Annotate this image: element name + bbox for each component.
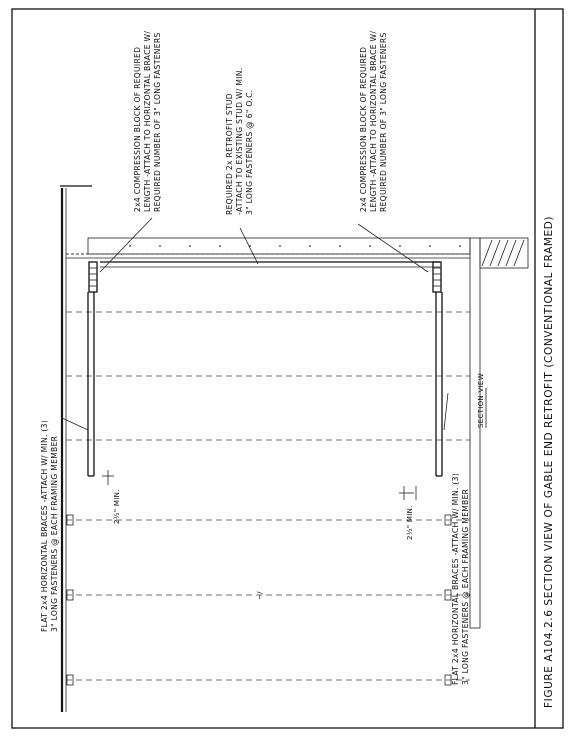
dimension-marks	[102, 470, 416, 500]
sheathing-dots	[129, 245, 461, 247]
note-brace-bottom	[451, 473, 470, 685]
stray-mark: ~/	[256, 591, 264, 600]
note-brace-top-line2: 3" LONG FASTENERS @ EACH FRAMING MEMBER	[50, 435, 59, 632]
leader-lines	[62, 218, 448, 430]
dim-min-bottom: 2½" MIN.	[406, 505, 414, 540]
note-cb-top-line2: LENGTH -ATTACH TO HORIZONTAL BRACE W/	[143, 30, 152, 212]
figure-caption: FIGURE A104.2.6 SECTION VIEW OF GABLE END RETROFIT (CONVENTIONAL FRAMED)	[543, 215, 555, 708]
note-cb-bottom-line2: LENGTH -ATTACH TO HORIZONTAL BRACE W/	[369, 30, 378, 212]
section-view-label: SECTION VIEW	[477, 373, 485, 428]
note-retrofit-stud	[225, 68, 254, 215]
note-stud-line1: REQUIRED 2x RETROFIT STUD	[225, 93, 234, 215]
gable-sheathing	[88, 238, 470, 254]
compression-block-bottom	[433, 262, 441, 292]
note-brace-bottom-line1: FLAT 2x4 HORIZONTAL BRACES -ATTACH W/ MIN. (3)	[451, 472, 460, 685]
horizontal-brace-top	[88, 292, 94, 476]
note-stud-line2: -ATTACH TO EXISTING STUD W/ MIN.	[235, 67, 244, 215]
note-cb-bottom-line3: REQUIRED NUMBER OF 3" LONG FASTENERS	[379, 32, 388, 212]
dim-min-top: 2½" MIN.	[113, 489, 121, 524]
note-cb-top-line3: REQUIRED NUMBER OF 3" LONG FASTENERS	[153, 32, 162, 212]
note-brace-top	[40, 420, 59, 632]
note-stud-line3: 3" LONG FASTENERS @ 6" O.C.	[245, 89, 254, 215]
note-brace-bottom-line2: 3" LONG FASTENERS @ EACH FRAMING MEMBER	[461, 488, 470, 685]
wall-top-plate	[470, 238, 480, 628]
note-cb-bottom-line1: 2x4 COMPRESSION BLOCK OF REQUIRED	[359, 46, 368, 212]
note-compression-block-top	[133, 31, 162, 212]
horizontal-brace-bottom	[436, 292, 442, 476]
note-brace-top-line1: FLAT 2x4 HORIZONTAL BRACES -ATTACH W/ MIN. (3)	[40, 419, 49, 632]
framing-members	[66, 254, 470, 680]
note-compression-block-bottom	[359, 31, 388, 212]
compression-block-top	[89, 262, 97, 292]
note-cb-top-line1: 2x4 COMPRESSION BLOCK OF REQUIRED	[133, 46, 142, 212]
wall-hatch	[482, 240, 524, 266]
